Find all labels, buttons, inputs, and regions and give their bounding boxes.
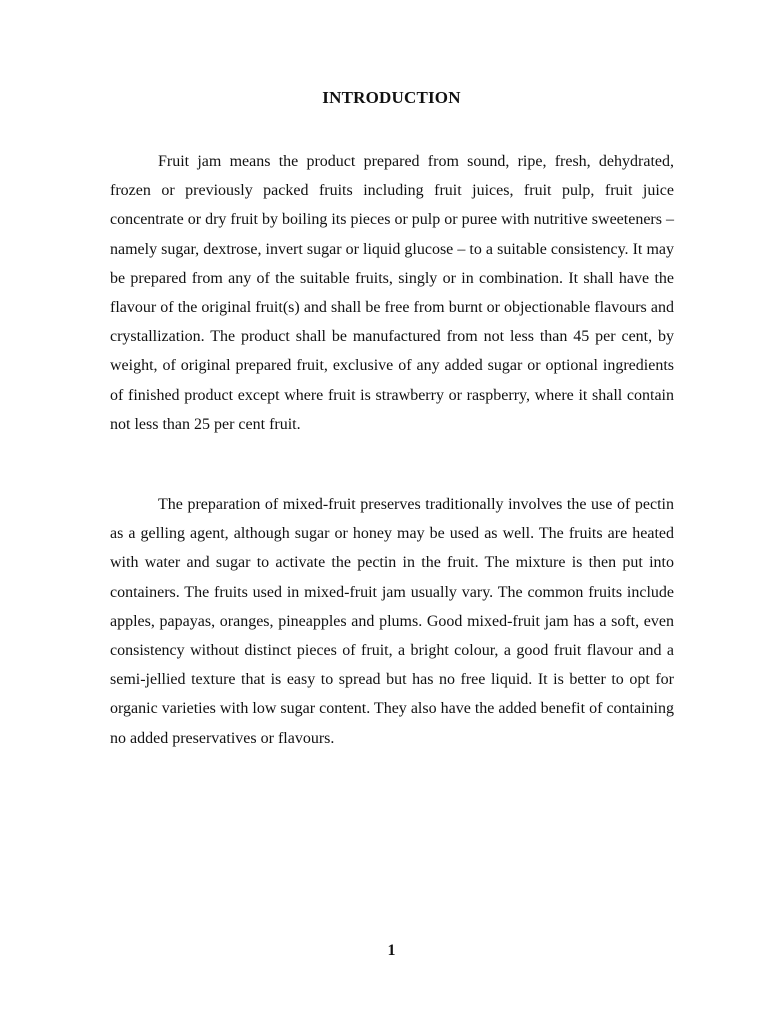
page-number: 1 — [387, 942, 396, 959]
paragraph-mixed-fruit-preserves: The preparation of mixed-fruit preserves traditionally involves the use of pectin as a gelling agent, although sugar or honey may be used as well. The fruits are heated with water and sugar to activate the pectin in the fruit. The mixture is then put into containers. The fruits used in mixed-fruit jam usually vary. The common fruits include apples, papayas, oranges, pineapples and plums. Good mixed-fruit jam has a soft, even consistency without distinct pieces of fruit, a bright colour, a good fruit flavour and a semi-jellied texture that is easy to spread but has no free liquid. It is better to opt for organic varieties with low sugar content. They also have the added benefit of containing no added preservatives or flavours. — [110, 496, 674, 747]
page-title: INTRODUCTION — [322, 88, 461, 107]
paragraph-fruit-jam-definition: Fruit jam means the product prepared from sound, ripe, fresh, dehydrated, frozen or previously packed fruits including fruit juices, fruit pulp, fruit juice concentrate or dry fruit by boiling its pieces or pulp or puree with nutritive sweeteners – namely sugar, dextrose, invert sugar or liquid glucose – to a suitable consistency. It may be prepared from any of the suitable fruits, singly or in combination. It shall have the flavour of the original fruit(s) and shall be free from burnt or objectionable flavours and crystallization. The product shall be manufactured from not less than 45 per cent, by weight, of original prepared fruit, exclusive of any added sugar or optional ingredients of finished product except where fruit is strawberry or raspberry, where it shall contain not less than 25 per cent fruit. — [110, 153, 674, 433]
